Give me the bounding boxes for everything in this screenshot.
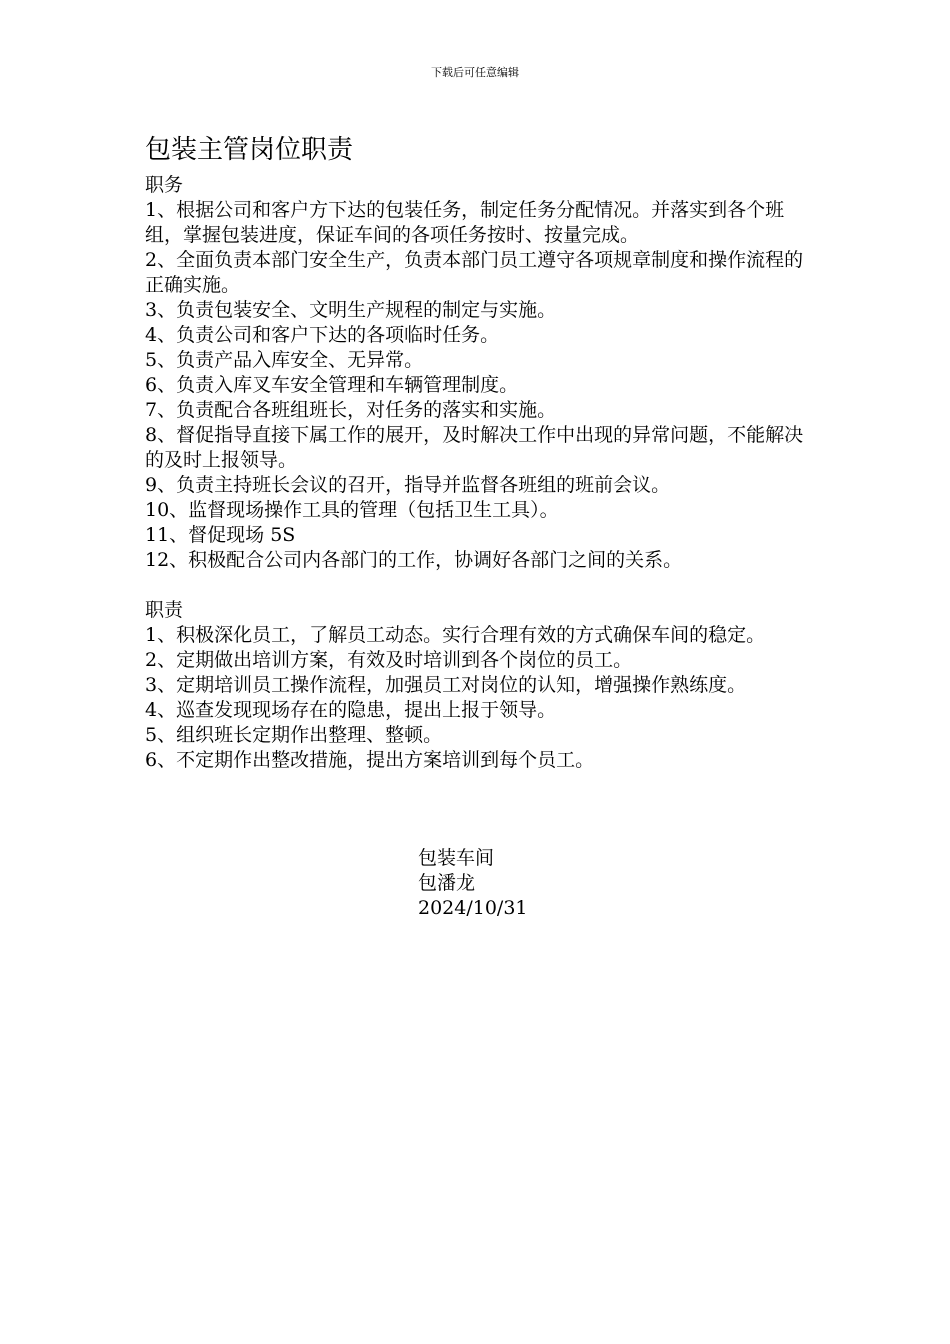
header-note: 下载后可任意编辑: [431, 66, 519, 79]
signature-date: 2024/10/31: [418, 897, 528, 919]
duty-item: 6、负责入库叉车安全管理和车辆管理制度。: [145, 374, 519, 396]
responsibility-item: 4、巡查发现现场存在的隐患，提出上报于领导。: [145, 699, 557, 721]
duty-item: 2、全面负责本部门安全生产，负责本部门员工遵守各项规章制度和操作流程的正确实施。: [145, 249, 804, 296]
duty-item: 3、负责包装安全、文明生产规程的制定与实施。: [145, 299, 557, 321]
responsibility-item: 2、定期做出培训方案，有效及时培训到各个岗位的员工。: [145, 649, 633, 671]
responsibilities-section-label: 职责: [145, 599, 184, 621]
document-title: 包装主管岗位职责: [145, 135, 354, 165]
responsibility-item: 5、组织班长定期作出整理、整顿。: [145, 724, 443, 746]
duty-item: 11、督促现场 5S: [145, 524, 296, 546]
duty-item: 4、负责公司和客户下达的各项临时任务。: [145, 324, 500, 346]
duty-item: 7、负责配合各班组班长，对任务的落实和实施。: [145, 399, 557, 421]
document-body: [145, 173, 815, 773]
signature-name: 包潘龙: [418, 872, 476, 894]
signature-department: 包装车间: [418, 847, 495, 869]
duty-item: 8、督促指导直接下属工作的展开，及时解决工作中出现的异常问题，不能解决的及时上报领导。: [145, 424, 804, 471]
responsibility-item: 3、定期培训员工操作流程，加强员工对岗位的认知，增强操作熟练度。: [145, 674, 747, 696]
duty-item: 10、监督现场操作工具的管理（包括卫生工具）。: [145, 499, 559, 521]
responsibility-item: 6、不定期作出整改措施，提出方案培训到每个员工。: [145, 749, 595, 771]
duty-item: 1、根据公司和客户方下达的包装任务，制定任务分配情况。并落实到各个班组，掌握包装进度，保证车间的各项任务按时、按量完成。: [145, 199, 785, 246]
duties-section-label: 职务: [145, 174, 184, 196]
duty-item: 9、负责主持班长会议的召开，指导并监督各班组的班前会议。: [145, 474, 671, 496]
duty-item: 12、积极配合公司内各部门的工作，协调好各部门之间的关系。: [145, 549, 683, 571]
duty-item: 5、负责产品入库安全、无异常。: [145, 349, 424, 371]
signature-block: [418, 846, 528, 921]
responsibility-item: 1、积极深化员工，了解员工动态。实行合理有效的方式确保车间的稳定。: [145, 624, 766, 646]
section-spacer: [145, 573, 815, 598]
